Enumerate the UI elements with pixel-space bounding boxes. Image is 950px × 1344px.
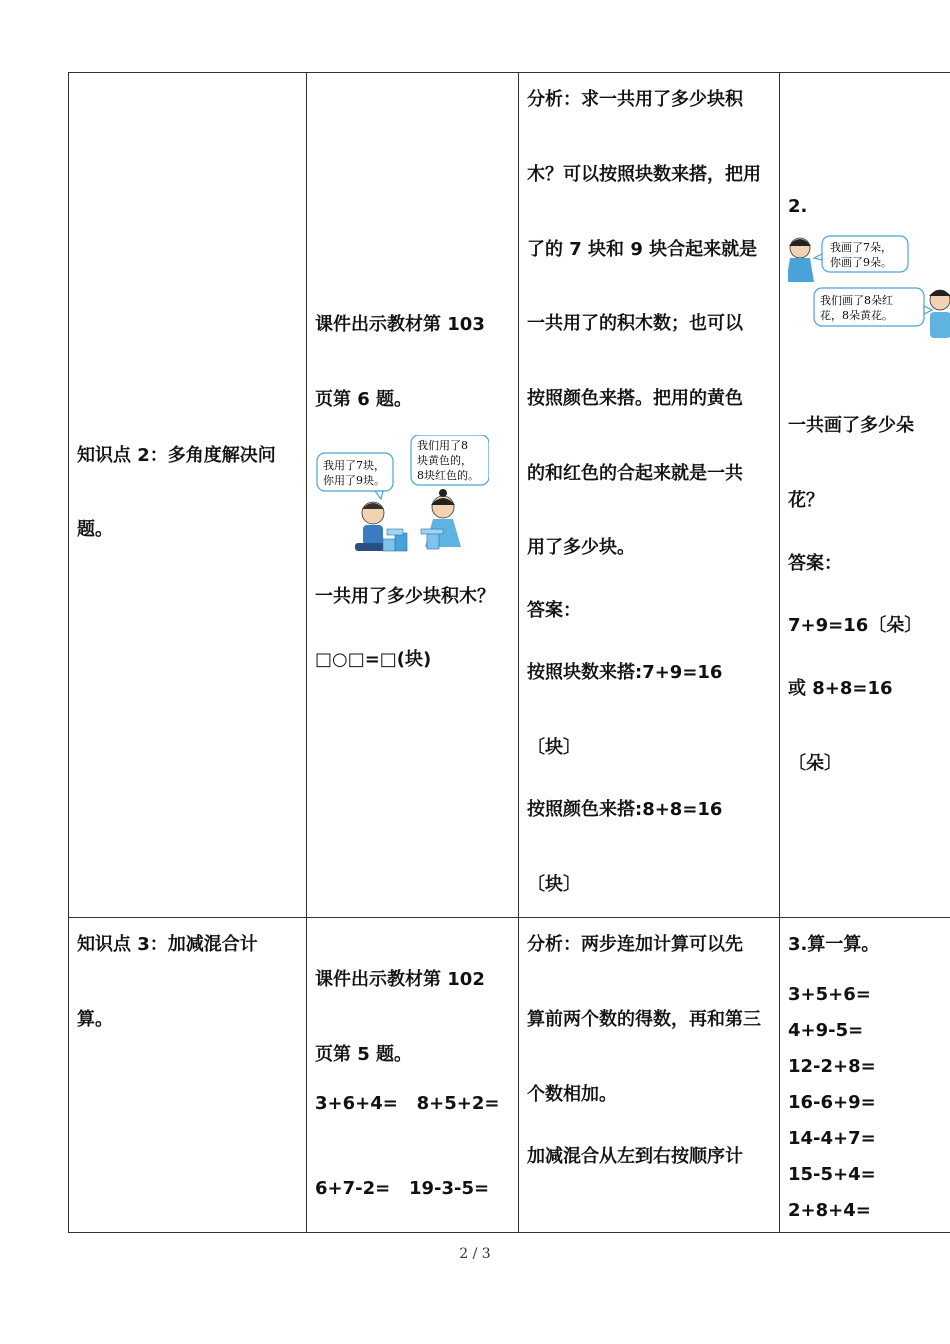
knowledge-text: 知识点 3：加减混合计 bbox=[77, 934, 258, 955]
boy-bubble-line: 你用了9块。 bbox=[323, 474, 385, 487]
table-row bbox=[69, 73, 950, 918]
exercise-answer-line: 7+9=16〔朵〕 bbox=[788, 615, 923, 636]
analysis-line: 的和红色的合起来就是一共 bbox=[527, 463, 743, 484]
exercise-question: 花？ bbox=[788, 490, 824, 511]
analysis-line: 分析：求一共用了多少块积 bbox=[527, 89, 743, 110]
knowledge-cell bbox=[69, 918, 307, 1233]
girl-bubble-line: 我们用了8 bbox=[417, 439, 468, 452]
exercise-title: 3.算一算。 bbox=[788, 934, 880, 955]
analysis-line: 个数相加。 bbox=[527, 1084, 617, 1105]
boy-bubble-line: 我们画了8朵红 bbox=[820, 294, 893, 307]
problem-line: 6+7-2= 19-3-5= bbox=[315, 1178, 490, 1199]
courseware-text: 课件出示教材第 103 bbox=[315, 314, 485, 335]
exercise-answer-label: 答案： bbox=[788, 553, 842, 574]
analysis-line: 算前两个数的得数，再和第三 bbox=[527, 1009, 761, 1030]
exercise-problem: 14-4+7= bbox=[788, 1128, 876, 1149]
exercise-problem: 2+8+4= bbox=[788, 1200, 871, 1221]
flowers-illustration bbox=[788, 230, 950, 338]
formula-text: □○□=□(块) bbox=[315, 649, 432, 670]
analysis-cell bbox=[519, 73, 780, 918]
girl-bubble-line: 8块红色的。 bbox=[417, 469, 479, 482]
exercise-problem: 16-6+9= bbox=[788, 1092, 876, 1113]
analysis-line: 了的 7 块和 9 块合起来就是 bbox=[527, 239, 758, 260]
knowledge-text: 算。 bbox=[77, 1009, 113, 1030]
boy-bubble-line: 花，8朵黄花。 bbox=[820, 309, 893, 322]
analysis-line: 用了多少块。 bbox=[527, 537, 635, 558]
table-row bbox=[69, 918, 950, 1233]
analysis-cell bbox=[519, 918, 780, 1233]
knowledge-cell bbox=[69, 73, 307, 918]
answer-label: 答案： bbox=[527, 600, 581, 621]
boy-bubble-line: 我用了7块， bbox=[323, 459, 385, 472]
analysis-line: 分析：两步连加计算可以先 bbox=[527, 934, 743, 955]
analysis-line: 木？可以按照块数来搭，把用 bbox=[527, 164, 761, 185]
exercise-cell bbox=[780, 73, 950, 918]
exercise-cell bbox=[780, 918, 950, 1233]
courseware-cell bbox=[307, 73, 519, 918]
courseware-text: 页第 6 题。 bbox=[315, 389, 413, 410]
answer-line: 按照块数来搭:7+9=16 bbox=[527, 662, 723, 683]
exercise-answer-line: 或 8+8=16 bbox=[788, 678, 893, 699]
exercise-answer-line: 〔朵〕 bbox=[788, 753, 842, 774]
exercise-problem: 15-5+4= bbox=[788, 1164, 876, 1185]
blocks-illustration bbox=[315, 435, 489, 557]
exercise-problem: 12-2+8= bbox=[788, 1056, 876, 1077]
answer-line: 〔块〕 bbox=[527, 737, 581, 758]
lesson-table bbox=[68, 72, 950, 1233]
problem-line: 3+6+4= 8+5+2= bbox=[315, 1093, 500, 1114]
answer-line: 〔块〕 bbox=[527, 874, 581, 895]
girl-bubble-line: 我画了7朵， bbox=[830, 241, 892, 254]
courseware-text: 课件出示教材第 102 bbox=[315, 969, 485, 990]
page-number: 2 / 3 bbox=[459, 1246, 491, 1262]
girl-bubble-line: 块黄色的， bbox=[417, 454, 472, 467]
girl-bubble-line: 你画了9朵。 bbox=[830, 256, 892, 269]
courseware-cell bbox=[307, 918, 519, 1233]
courseware-text: 页第 5 题。 bbox=[315, 1044, 413, 1065]
answer-line: 按照颜色来搭:8+8=16 bbox=[527, 799, 723, 820]
exercise-question: 一共画了多少朵 bbox=[788, 415, 914, 436]
exercise-problem: 4+9-5= bbox=[788, 1020, 864, 1041]
analysis-line: 加减混合从左到右按顺序计 bbox=[527, 1146, 743, 1167]
exercise-number: 2. bbox=[788, 196, 808, 217]
knowledge-text: 知识点 2：多角度解决问 bbox=[77, 445, 276, 466]
analysis-line: 按照颜色来搭。把用的黄色 bbox=[527, 388, 743, 409]
knowledge-text: 题。 bbox=[77, 519, 113, 540]
analysis-line: 一共用了的积木数；也可以 bbox=[527, 313, 743, 334]
exercise-problem: 3+5+6= bbox=[788, 984, 871, 1005]
question-text: 一共用了多少块积木？ bbox=[315, 586, 495, 607]
